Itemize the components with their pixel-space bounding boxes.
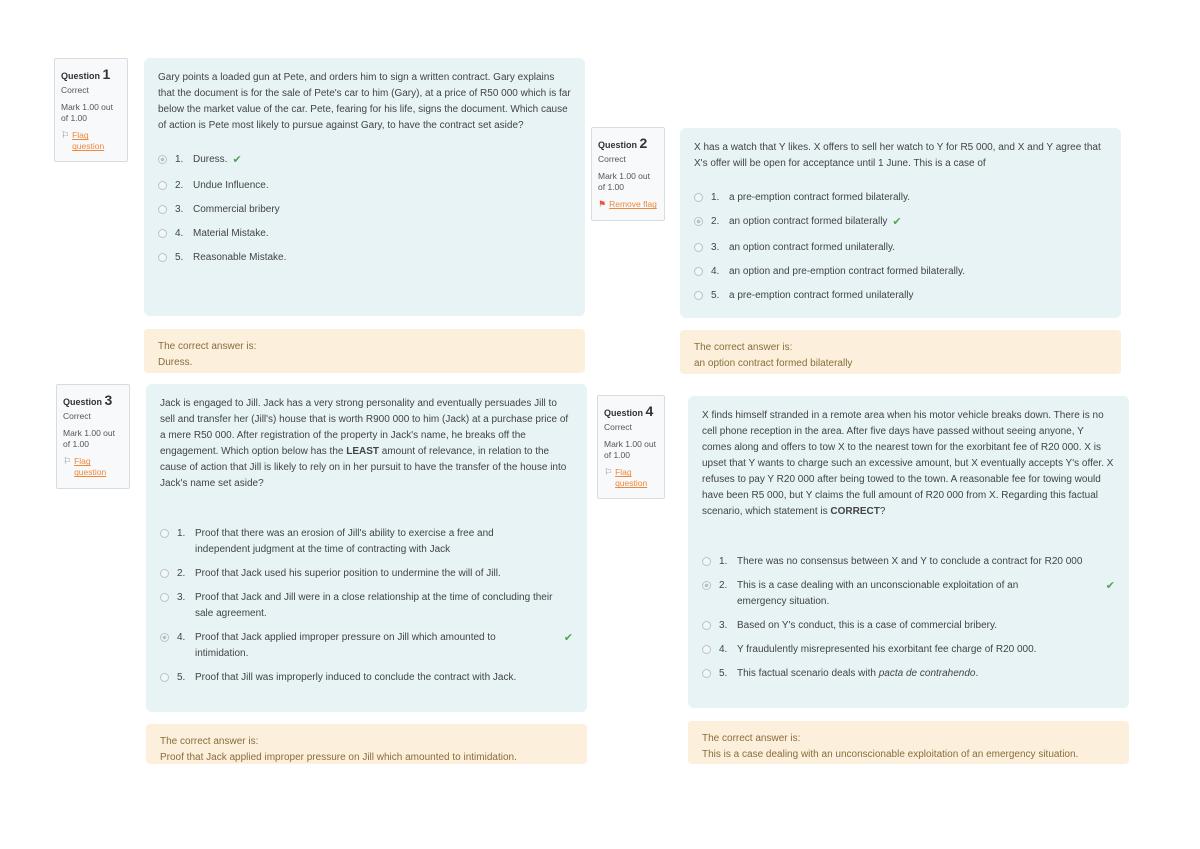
question-1-feedback [144, 329, 585, 373]
answer-number: 3. [177, 592, 186, 603]
answer-text: Proof that Jack used his superior position to undermine the will of Jill. [195, 568, 501, 579]
question-text-part: ? [879, 506, 886, 517]
radio-icon[interactable] [702, 645, 711, 654]
answer-option[interactable] [158, 202, 571, 218]
answer-text: Proof that there was an erosion of Jill's ability to exercise a free and independent judgment at the time of contracting with Jack [195, 528, 494, 555]
flag-question-link[interactable] [61, 130, 121, 152]
feedback-label: The correct answer is: [702, 733, 801, 744]
answer-option[interactable] [158, 226, 571, 242]
radio-icon[interactable] [694, 291, 703, 300]
answer-number: 3. [711, 241, 720, 253]
question-num: 4 [645, 403, 654, 419]
radio-icon[interactable] [158, 155, 167, 164]
answer-option[interactable] [158, 152, 571, 170]
radio-icon[interactable] [694, 267, 703, 276]
answer-number: 4. [711, 265, 720, 277]
flag-label: Flag question [615, 467, 648, 489]
question-state: Correct [63, 411, 91, 422]
question-grade: Mark 1.00 out of 1.00 [604, 439, 656, 461]
question-1-info [54, 58, 128, 162]
flag-label: Remove flag [609, 199, 657, 210]
answer-number: 5. [719, 668, 728, 679]
question-num: 2 [639, 135, 648, 151]
answer-number: 2. [175, 179, 184, 191]
radio-icon[interactable] [160, 633, 169, 642]
answer-option[interactable] [694, 264, 1107, 280]
answer-list [160, 526, 573, 686]
answer-number: 1. [175, 154, 184, 165]
answer-text: Reasonable Mistake. [193, 251, 287, 263]
answer-text-part: . [975, 668, 979, 679]
flag-icon: ⚐ [63, 456, 72, 467]
question-label: Question [598, 140, 638, 150]
question-number [598, 134, 658, 152]
answer-text: a pre-emption contract formed bilaterally. [729, 192, 911, 203]
question-number [604, 402, 658, 420]
answer-text [737, 666, 1115, 682]
question-number [63, 391, 123, 409]
check-icon: ✔ [232, 154, 242, 166]
answer-option[interactable] [160, 526, 573, 558]
answer-list [158, 152, 571, 266]
answer-option[interactable] [160, 670, 573, 686]
answer-text: an option and pre-emption contract formed bilaterally. [729, 265, 966, 277]
answer-number: 4. [177, 632, 186, 643]
radio-icon[interactable] [702, 669, 711, 678]
flag-icon: ⚐ [61, 130, 70, 141]
answer-option[interactable] [160, 590, 573, 622]
answer-text: an option contract formed unilaterally. [729, 241, 896, 253]
radio-icon[interactable] [158, 205, 167, 214]
answer-text: Material Mistake. [193, 227, 269, 239]
radio-icon[interactable] [702, 621, 711, 630]
answer-text: Based on Y's conduct, this is a case of commercial bribery. [737, 620, 997, 631]
check-icon: ✔ [1105, 580, 1115, 592]
question-num: 1 [102, 66, 111, 82]
radio-icon[interactable] [160, 673, 169, 682]
question-text [702, 408, 1115, 520]
radio-icon[interactable] [160, 529, 169, 538]
answer-option[interactable] [702, 618, 1115, 634]
radio-icon[interactable] [158, 181, 167, 190]
answer-option[interactable] [702, 554, 1115, 570]
radio-icon[interactable] [158, 229, 167, 238]
question-4-content [688, 396, 1129, 708]
radio-icon[interactable] [694, 217, 703, 226]
question-2-info [591, 127, 665, 221]
answer-text-italic: pacta de contrahendo [878, 668, 976, 679]
question-label: Question [604, 408, 644, 418]
remove-flag-link[interactable] [598, 199, 658, 211]
radio-icon[interactable] [702, 557, 711, 566]
question-text-part: amount of relevance, in relation to the cause of action that Jill is likely to rely on in her pursuit to have the transfer of the house into Jack's name set aside? [160, 446, 567, 489]
answer-text-part: This factual scenario deals with [737, 668, 879, 679]
question-number [61, 65, 121, 83]
flag-icon: ⚑ [598, 199, 607, 210]
answer-text: Proof that Jack applied improper pressure on Jill which amounted to intimidation. [195, 632, 496, 659]
question-grade: Mark 1.00 out of 1.00 [63, 428, 115, 450]
answer-number: 2. [177, 568, 186, 579]
question-3-info [56, 384, 130, 489]
answer-option[interactable] [694, 288, 1107, 304]
answer-list [702, 554, 1115, 682]
question-grade: Mark 1.00 out of 1.00 [598, 171, 650, 193]
answer-option[interactable] [160, 566, 573, 582]
answer-option[interactable] [694, 214, 1107, 232]
question-3-feedback [146, 724, 587, 764]
answer-text: There was no consensus between X and Y to conclude a contract for R20 000 [737, 556, 1083, 567]
question-text-emphasis: LEAST [346, 446, 380, 457]
radio-icon[interactable] [158, 253, 167, 262]
radio-icon[interactable] [694, 243, 703, 252]
answer-number: 5. [175, 251, 184, 263]
question-num: 3 [104, 392, 113, 408]
answer-number: 4. [175, 227, 184, 239]
feedback-answer: Proof that Jack applied improper pressure on Jill which amounted to intimidation. [160, 752, 517, 763]
answer-text: a pre-emption contract formed unilaterally [729, 289, 914, 301]
flag-label: Flag question [74, 456, 107, 478]
question-text-part: Jack is engaged to Jill. Jack has a very strong personality and eventually persuades Jill to sell and transfer her (Jill's) house that is worth R900 000 to him (Jack) at a purchase price of a mere R50 000. After registration of the property in Jack's name, he breaks off the engagement. Which option below has the [160, 398, 569, 457]
check-icon: ✔ [563, 632, 573, 644]
answer-text: Proof that Jill was improperly induced to conclude the contract with Jack. [195, 672, 517, 683]
question-3-content [146, 384, 587, 712]
answer-text: This is a case dealing with an unconscionable exploitation of an emergency situation. [737, 580, 1019, 607]
answer-option[interactable] [702, 666, 1115, 682]
feedback-label: The correct answer is: [158, 341, 257, 352]
answer-number: 2. [711, 216, 720, 227]
question-label: Question [61, 71, 101, 81]
question-1-content [144, 58, 585, 316]
radio-icon[interactable] [160, 569, 169, 578]
feedback-answer: This is a case dealing with an unconscionable exploitation of an emergency situation. [702, 749, 1079, 760]
feedback-label: The correct answer is: [160, 736, 259, 747]
flag-question-link[interactable] [63, 456, 123, 478]
answer-number: 2. [719, 580, 728, 591]
question-state: Correct [61, 85, 89, 96]
answer-text: Duress. [193, 154, 228, 165]
answer-number: 1. [177, 528, 186, 539]
question-grade: Mark 1.00 out of 1.00 [61, 102, 113, 124]
answer-option[interactable] [158, 250, 571, 266]
question-text: X has a watch that Y likes. X offers to sell her watch to Y for R5 000, and X and Y agree that X's offer will be open for acceptance until 1 June. This is a case of [694, 142, 1101, 169]
answer-option[interactable] [158, 178, 571, 194]
answer-text: Proof that Jack and Jill were in a close relationship at the time of concluding their sale agreement. [195, 592, 553, 619]
answer-number: 3. [175, 203, 184, 215]
answer-text: an option contract formed bilaterally [729, 216, 888, 227]
answer-number: 1. [711, 192, 720, 203]
radio-icon[interactable] [160, 593, 169, 602]
answer-option[interactable] [694, 190, 1107, 206]
question-4-info [597, 395, 665, 499]
answer-text: Commercial bribery [193, 203, 280, 215]
question-state: Correct [604, 422, 632, 433]
question-state: Correct [598, 154, 626, 165]
question-2-content [680, 128, 1121, 318]
radio-icon[interactable] [694, 193, 703, 202]
answer-number: 4. [719, 644, 728, 655]
question-2-feedback [680, 330, 1121, 374]
question-text [160, 396, 573, 492]
feedback-label: The correct answer is: [694, 342, 793, 353]
answer-option[interactable] [160, 630, 573, 662]
answer-option[interactable] [694, 240, 1107, 256]
flag-question-link[interactable] [604, 467, 658, 489]
flag-label: Flag question [72, 130, 105, 152]
question-text-emphasis: CORRECT [830, 506, 880, 517]
question-text-part: X finds himself stranded in a remote area when his motor vehicle breaks down. There is no cell phone reception in the area. After five days have passed without seeing anyone, Y comes along and offers to tow X to the nearest town for the exorbitant fee of R20 000. X is upset that Y wants to charge such an excessive amount, but X eventually accepts Y's offer. X refuses to pay Y R20 000 after being towed to the town. A reasonable fee for towing would have been R5 000, but Y claims the full amount of R20 000 from X. Regarding this factual scenario, which statement is [702, 410, 1114, 517]
question-label: Question [63, 397, 103, 407]
answer-number: 5. [711, 289, 720, 301]
flag-icon: ⚐ [604, 467, 613, 478]
answer-option[interactable] [702, 578, 1115, 610]
answer-number: 1. [719, 556, 728, 567]
answer-number: 3. [719, 620, 728, 631]
answer-number: 5. [177, 672, 186, 683]
answer-text: Y fraudulently misrepresented his exorbitant fee charge of R20 000. [737, 644, 1037, 655]
question-text: Gary points a loaded gun at Pete, and orders him to sign a written contract. Gary explains that the document is for the sale of Pete's car to him (Gary), at a price of R50 000 which is far below the market value of the car. Pete, fearing for his life, signs the document. Which cause of action is Pete most likely to pursue against Gary, to have the contract set aside? [158, 72, 571, 131]
feedback-answer: Duress. [158, 357, 193, 368]
feedback-answer: an option contract formed bilaterally [694, 358, 853, 369]
answer-list [694, 190, 1107, 304]
answer-text: Undue Influence. [193, 179, 269, 191]
radio-icon[interactable] [702, 581, 711, 590]
check-icon: ✔ [892, 216, 902, 228]
answer-option[interactable] [702, 642, 1115, 658]
question-4-feedback [688, 721, 1129, 764]
